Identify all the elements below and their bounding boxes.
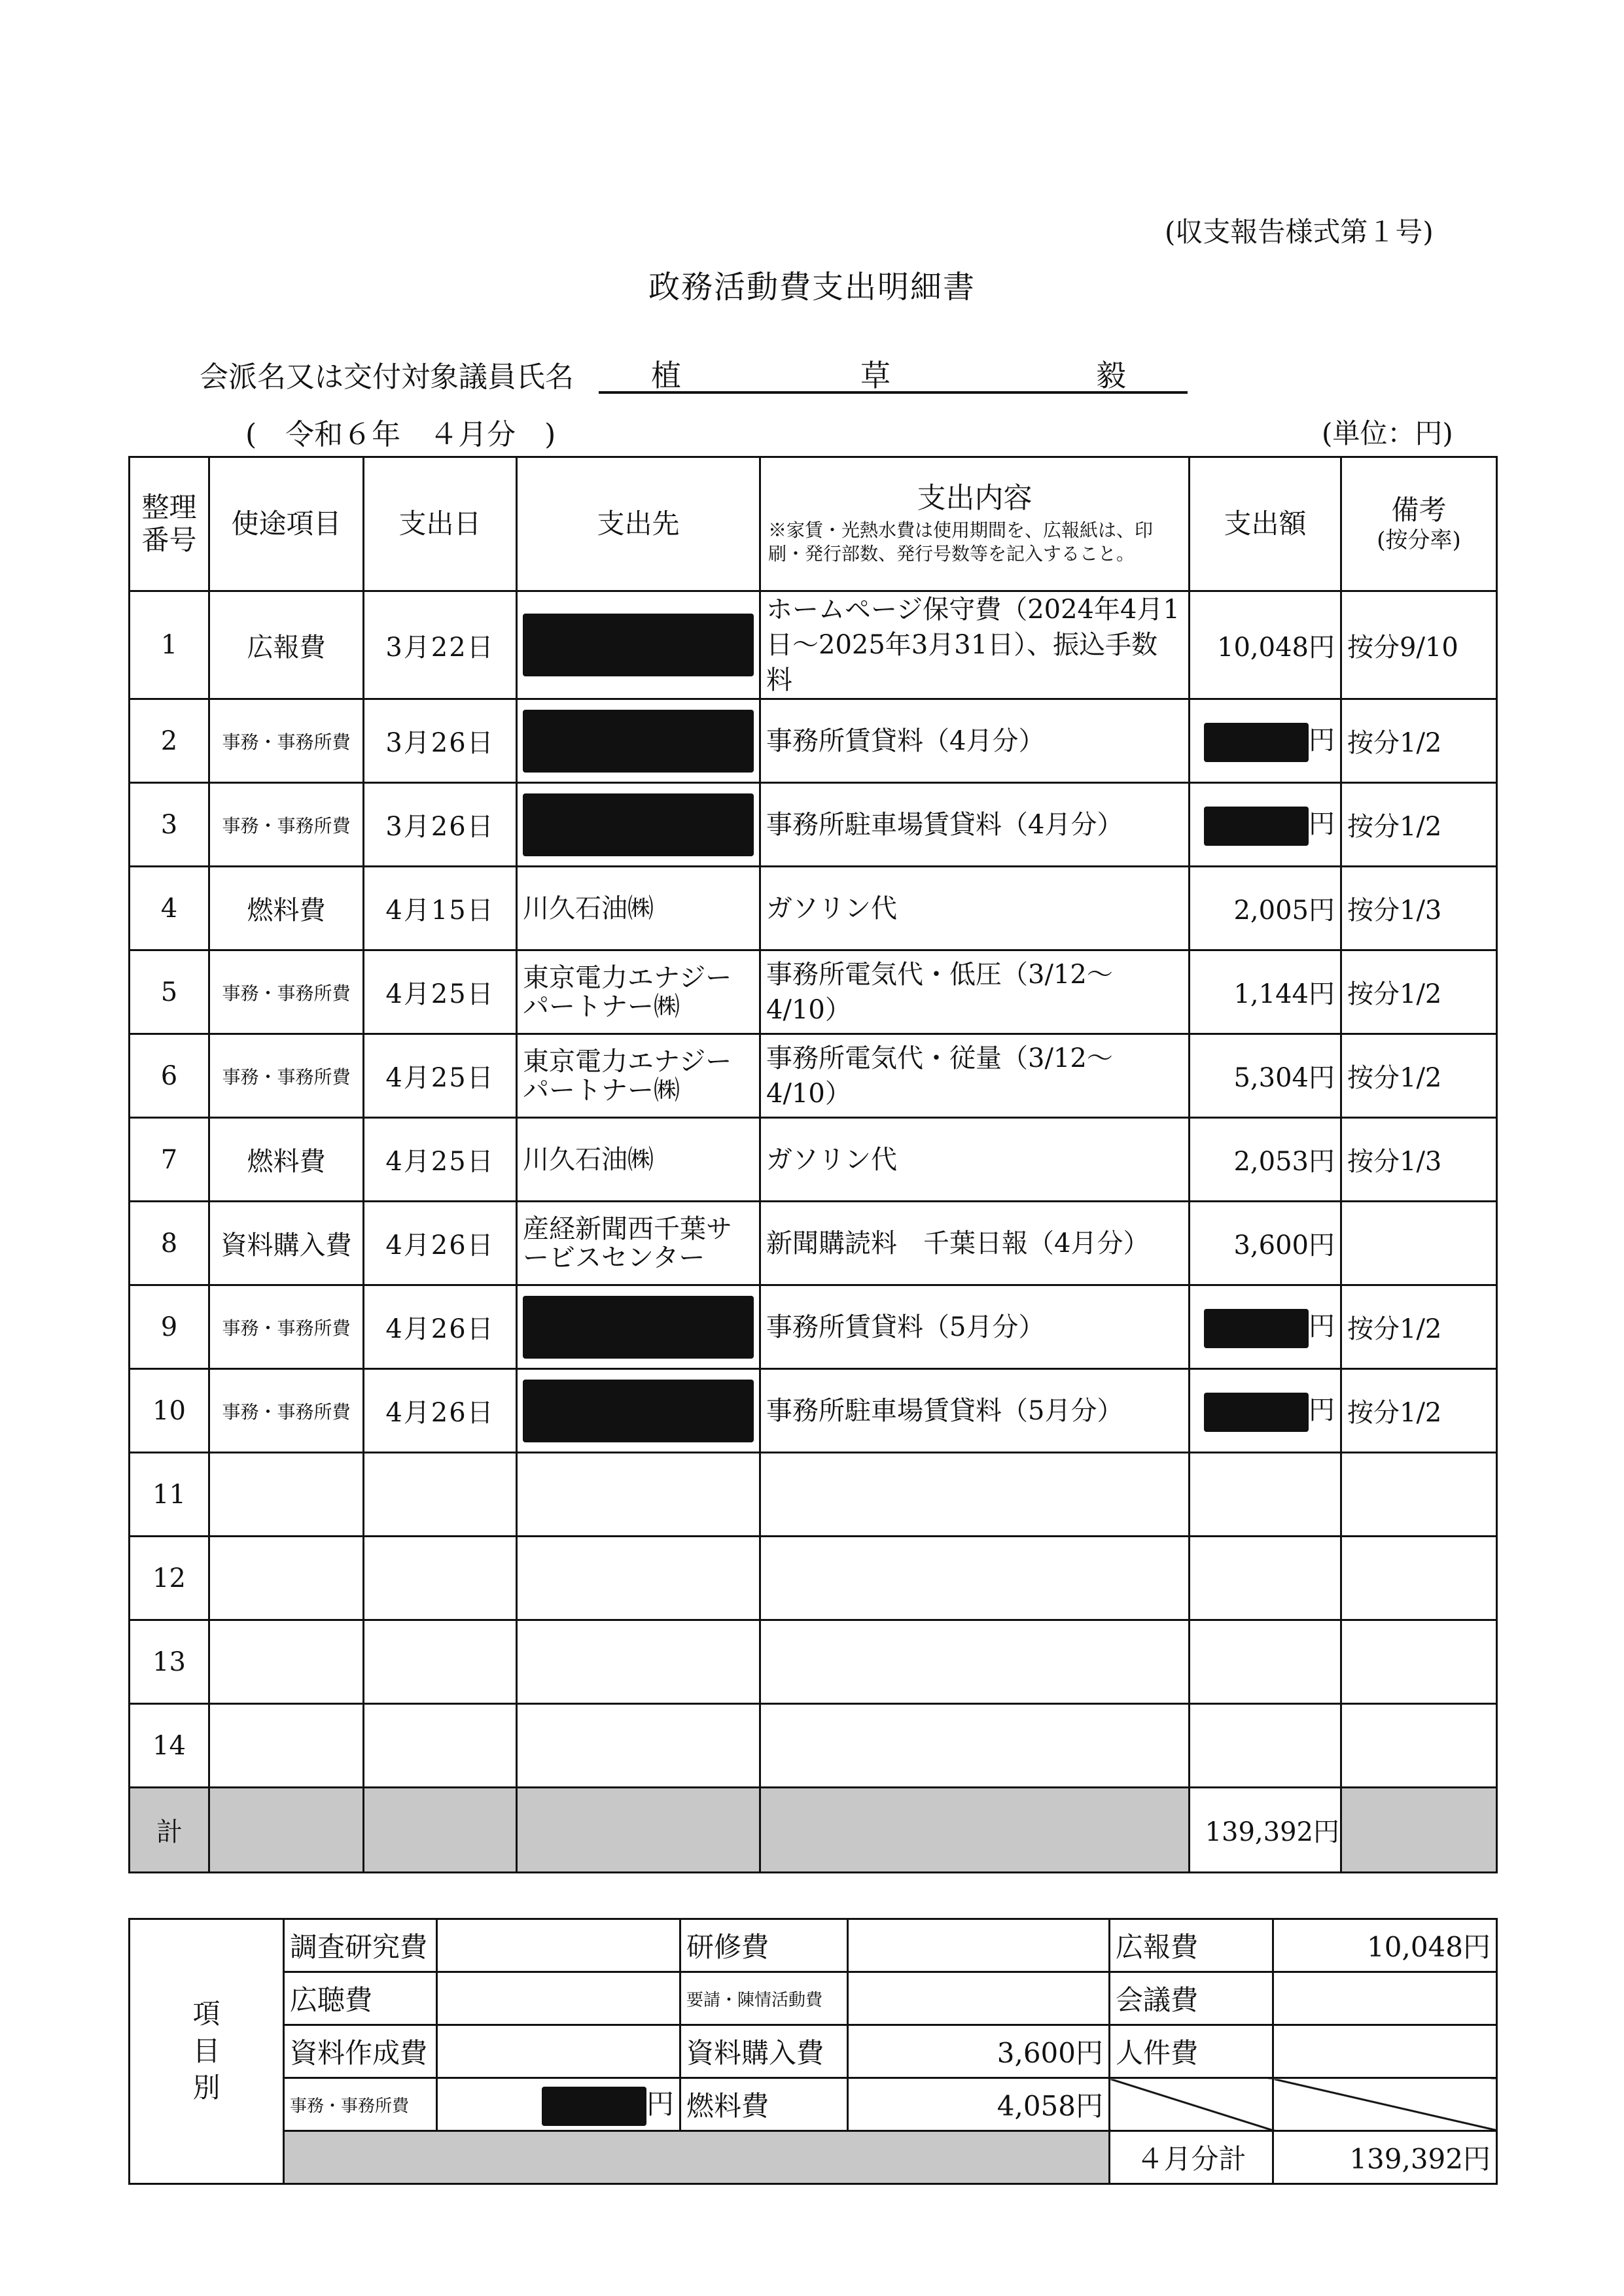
row-number: 7 <box>130 1118 209 1202</box>
row-content: 事務所賃貸料（5月分） <box>760 1285 1190 1369</box>
row-category <box>209 1704 364 1788</box>
form-number: (収支報告様式第１号) <box>1165 216 1434 248</box>
row-number: 1 <box>130 591 209 699</box>
row-amount: 2,053円 <box>1190 1118 1341 1202</box>
row-content <box>760 1537 1190 1620</box>
summary-label: 広聴費 <box>284 1972 437 2025</box>
total-amount: 139,392円 <box>1190 1788 1341 1873</box>
row-category: 資料購入費 <box>209 1202 364 1285</box>
total-blank <box>760 1788 1190 1873</box>
summary-amount <box>848 1972 1110 2025</box>
month-total-amount: 139,392円 <box>1273 2131 1497 2184</box>
row-number: 13 <box>130 1620 209 1704</box>
diagonal-cell <box>1110 2078 1273 2131</box>
row-remark: 按分1/2 <box>1341 783 1497 867</box>
report-period: ( 令和６年 ４月分 ) <box>245 418 556 451</box>
summary-row <box>130 2078 1497 2131</box>
table-row <box>130 1537 1497 1620</box>
row-number: 12 <box>130 1537 209 1620</box>
row-remark: 按分1/2 <box>1341 950 1497 1034</box>
header-category: 使途項目 <box>209 457 364 591</box>
row-date <box>364 1537 517 1620</box>
row-payee <box>517 1453 760 1537</box>
table-row <box>130 867 1497 950</box>
summary-label: 要請・陳情活動費 <box>680 1972 848 2025</box>
row-amount-redacted <box>1190 1285 1341 1369</box>
row-number: 4 <box>130 867 209 950</box>
redaction-block <box>1204 807 1309 846</box>
row-remark: 按分9/10 <box>1341 591 1497 699</box>
total-blank <box>1341 1788 1497 1873</box>
summary-amount: 4,058円 <box>848 2078 1110 2131</box>
table-row <box>130 783 1497 867</box>
row-category: 事務・事務所費 <box>209 950 364 1034</box>
row-date: 4月25日 <box>364 950 517 1034</box>
row-date <box>364 1620 517 1704</box>
row-amount: 1,144円 <box>1190 950 1341 1034</box>
row-amount: 3,600円 <box>1190 1202 1341 1285</box>
summary-label: 調査研究費 <box>284 1919 437 1972</box>
unit-label: (単位：円) <box>1322 417 1453 449</box>
row-amount <box>1190 1704 1341 1788</box>
redaction-block <box>1204 1393 1309 1432</box>
summary-row <box>130 2025 1497 2078</box>
row-content: ガソリン代 <box>760 1118 1190 1202</box>
member-name <box>599 352 1188 394</box>
header-content <box>760 457 1190 591</box>
summary-row <box>130 1972 1497 2025</box>
row-amount-redacted <box>1190 699 1341 783</box>
row-payee-redacted <box>517 699 760 783</box>
row-payee: 東京電力エナジーパートナー㈱ <box>517 950 760 1034</box>
header-no: 整理番号 <box>130 457 209 591</box>
row-category: 事務・事務所費 <box>209 1285 364 1369</box>
row-amount <box>1190 1620 1341 1704</box>
row-number: 3 <box>130 783 209 867</box>
row-remark: 按分1/2 <box>1341 1034 1497 1118</box>
redaction-block <box>523 710 754 773</box>
row-amount-redacted <box>1190 783 1341 867</box>
row-category <box>209 1620 364 1704</box>
header-remarks <box>1341 457 1497 591</box>
total-blank <box>364 1788 517 1873</box>
row-number: 8 <box>130 1202 209 1285</box>
header-remarks-sub: (按分率) <box>1377 527 1461 553</box>
row-date: 3月22日 <box>364 591 517 699</box>
amount-unit: 円 <box>1309 1395 1335 1425</box>
row-payee <box>517 1537 760 1620</box>
row-remark: 按分1/3 <box>1341 1118 1497 1202</box>
member-name-part: 草 <box>860 358 891 393</box>
row-number: 9 <box>130 1285 209 1369</box>
row-category: 広報費 <box>209 591 364 699</box>
row-content: 事務所電気代・従量（3/12〜4/10） <box>760 1034 1190 1118</box>
row-number: 5 <box>130 950 209 1034</box>
row-date: 4月26日 <box>364 1369 517 1453</box>
row-amount <box>1190 1453 1341 1537</box>
table-row <box>130 1704 1497 1788</box>
summary-side-label: 項目別 <box>130 1919 284 2184</box>
total-row <box>130 1788 1497 1873</box>
row-content: ホームページ保守費（2024年4月1日〜2025年3月31日）、振込手数料 <box>760 591 1190 699</box>
summary-amount <box>437 1919 680 1972</box>
summary-row <box>130 1919 1497 1972</box>
row-amount: 5,304円 <box>1190 1034 1341 1118</box>
summary-label: 事務・事務所費 <box>284 2078 437 2131</box>
row-category: 事務・事務所費 <box>209 1369 364 1453</box>
table-row <box>130 1285 1497 1369</box>
row-payee <box>517 1620 760 1704</box>
row-content <box>760 1620 1190 1704</box>
row-date: 4月15日 <box>364 867 517 950</box>
row-payee: 産経新聞西千葉サービスセンター <box>517 1202 760 1285</box>
row-content <box>760 1453 1190 1537</box>
row-remark <box>1341 1620 1497 1704</box>
table-header-row <box>130 457 1497 591</box>
row-remark: 按分1/2 <box>1341 699 1497 783</box>
amount-unit: 円 <box>1309 725 1335 756</box>
row-remark: 按分1/3 <box>1341 867 1497 950</box>
amount-unit: 円 <box>1309 1312 1335 1342</box>
header-remarks-label: 備考 <box>1391 494 1447 527</box>
row-payee: 東京電力エナジーパートナー㈱ <box>517 1034 760 1118</box>
member-label: 会派名又は交付対象議員氏名 <box>200 360 574 394</box>
row-category: 事務・事務所費 <box>209 699 364 783</box>
table-row <box>130 699 1497 783</box>
summary-amount <box>1273 1972 1497 2025</box>
row-number: 14 <box>130 1704 209 1788</box>
row-number: 11 <box>130 1453 209 1537</box>
redaction-block <box>542 2087 646 2126</box>
row-date <box>364 1704 517 1788</box>
row-content: 事務所賃貸料（4月分） <box>760 699 1190 783</box>
row-category <box>209 1453 364 1537</box>
row-date: 4月26日 <box>364 1285 517 1369</box>
row-content: 事務所駐車場賃貸料（5月分） <box>760 1369 1190 1453</box>
summary-amount <box>437 2025 680 2078</box>
member-name-part: 植 <box>651 358 681 393</box>
row-date: 3月26日 <box>364 699 517 783</box>
table-row <box>130 1034 1497 1118</box>
row-category: 事務・事務所費 <box>209 783 364 867</box>
row-content: 事務所電気代・低圧（3/12〜4/10） <box>760 950 1190 1034</box>
row-content: 新聞購読料 千葉日報（4月分） <box>760 1202 1190 1285</box>
member-name-part: 毅 <box>1096 358 1126 393</box>
summary-label: 会議費 <box>1110 1972 1273 2025</box>
row-number: 2 <box>130 699 209 783</box>
row-remark <box>1341 1202 1497 1285</box>
row-content <box>760 1704 1190 1788</box>
row-payee-redacted <box>517 1369 760 1453</box>
amount-unit: 円 <box>1309 809 1335 839</box>
shaded-blank <box>284 2131 1110 2184</box>
total-blank <box>209 1788 364 1873</box>
summary-label: 燃料費 <box>680 2078 848 2131</box>
header-amount: 支出額 <box>1190 457 1341 591</box>
row-payee-redacted <box>517 783 760 867</box>
row-remark: 按分1/2 <box>1341 1285 1497 1369</box>
table-row <box>130 1620 1497 1704</box>
redaction-block <box>523 793 754 856</box>
table-row <box>130 1202 1497 1285</box>
header-content-label: 支出内容 <box>917 481 1033 515</box>
total-blank <box>517 1788 760 1873</box>
redaction-block <box>523 614 754 676</box>
document-title: 政務活動費支出明細書 <box>648 269 976 305</box>
header-content-note: ※家賃・光熱水費は使用期間を、広報紙は、印刷・発行部数、発行号数等を記入すること。 <box>768 519 1154 565</box>
row-payee: 川久石油㈱ <box>517 867 760 950</box>
summary-label: 研修費 <box>680 1919 848 1972</box>
summary-amount <box>437 1972 680 2025</box>
row-payee-redacted <box>517 591 760 699</box>
table-row <box>130 1453 1497 1537</box>
row-date: 3月26日 <box>364 783 517 867</box>
summary-label: 人件費 <box>1110 2025 1273 2078</box>
row-category: 燃料費 <box>209 867 364 950</box>
summary-label: 資料作成費 <box>284 2025 437 2078</box>
redaction-block <box>523 1296 754 1359</box>
summary-amount: 10,048円 <box>1273 1919 1497 1972</box>
row-payee-redacted <box>517 1285 760 1369</box>
row-remark <box>1341 1537 1497 1620</box>
expenditure-table <box>128 456 1498 1873</box>
summary-amount-redacted: 円 <box>437 2078 680 2131</box>
row-remark: 按分1/2 <box>1341 1369 1497 1453</box>
row-content: ガソリン代 <box>760 867 1190 950</box>
table-row <box>130 591 1497 699</box>
row-date <box>364 1453 517 1537</box>
row-remark <box>1341 1704 1497 1788</box>
diagonal-cell <box>1273 2078 1497 2131</box>
summary-amount <box>1273 2025 1497 2078</box>
row-content: 事務所駐車場賃貸料（4月分） <box>760 783 1190 867</box>
row-number: 6 <box>130 1034 209 1118</box>
row-amount: 10,048円 <box>1190 591 1341 699</box>
row-date: 4月25日 <box>364 1118 517 1202</box>
category-summary-table <box>128 1918 1498 2185</box>
row-category: 燃料費 <box>209 1118 364 1202</box>
row-category <box>209 1537 364 1620</box>
row-payee: 川久石油㈱ <box>517 1118 760 1202</box>
table-row <box>130 1369 1497 1453</box>
summary-amount <box>848 1919 1110 1972</box>
row-date: 4月26日 <box>364 1202 517 1285</box>
total-label: 計 <box>130 1788 209 1873</box>
header-date: 支出日 <box>364 457 517 591</box>
header-payee: 支出先 <box>517 457 760 591</box>
redaction-block <box>523 1380 754 1442</box>
redaction-block <box>1204 1309 1309 1348</box>
month-total-label: ４月分計 <box>1110 2131 1273 2184</box>
row-amount: 2,005円 <box>1190 867 1341 950</box>
row-date: 4月25日 <box>364 1034 517 1118</box>
summary-label: 広報費 <box>1110 1919 1273 1972</box>
row-number: 10 <box>130 1369 209 1453</box>
redaction-block <box>1204 723 1309 762</box>
summary-total-row <box>130 2131 1497 2184</box>
table-row <box>130 950 1497 1034</box>
summary-amount: 3,600円 <box>848 2025 1110 2078</box>
row-amount <box>1190 1537 1341 1620</box>
row-amount-redacted <box>1190 1369 1341 1453</box>
table-row <box>130 1118 1497 1202</box>
row-category: 事務・事務所費 <box>209 1034 364 1118</box>
row-payee <box>517 1704 760 1788</box>
summary-label: 資料購入費 <box>680 2025 848 2078</box>
row-remark <box>1341 1453 1497 1537</box>
